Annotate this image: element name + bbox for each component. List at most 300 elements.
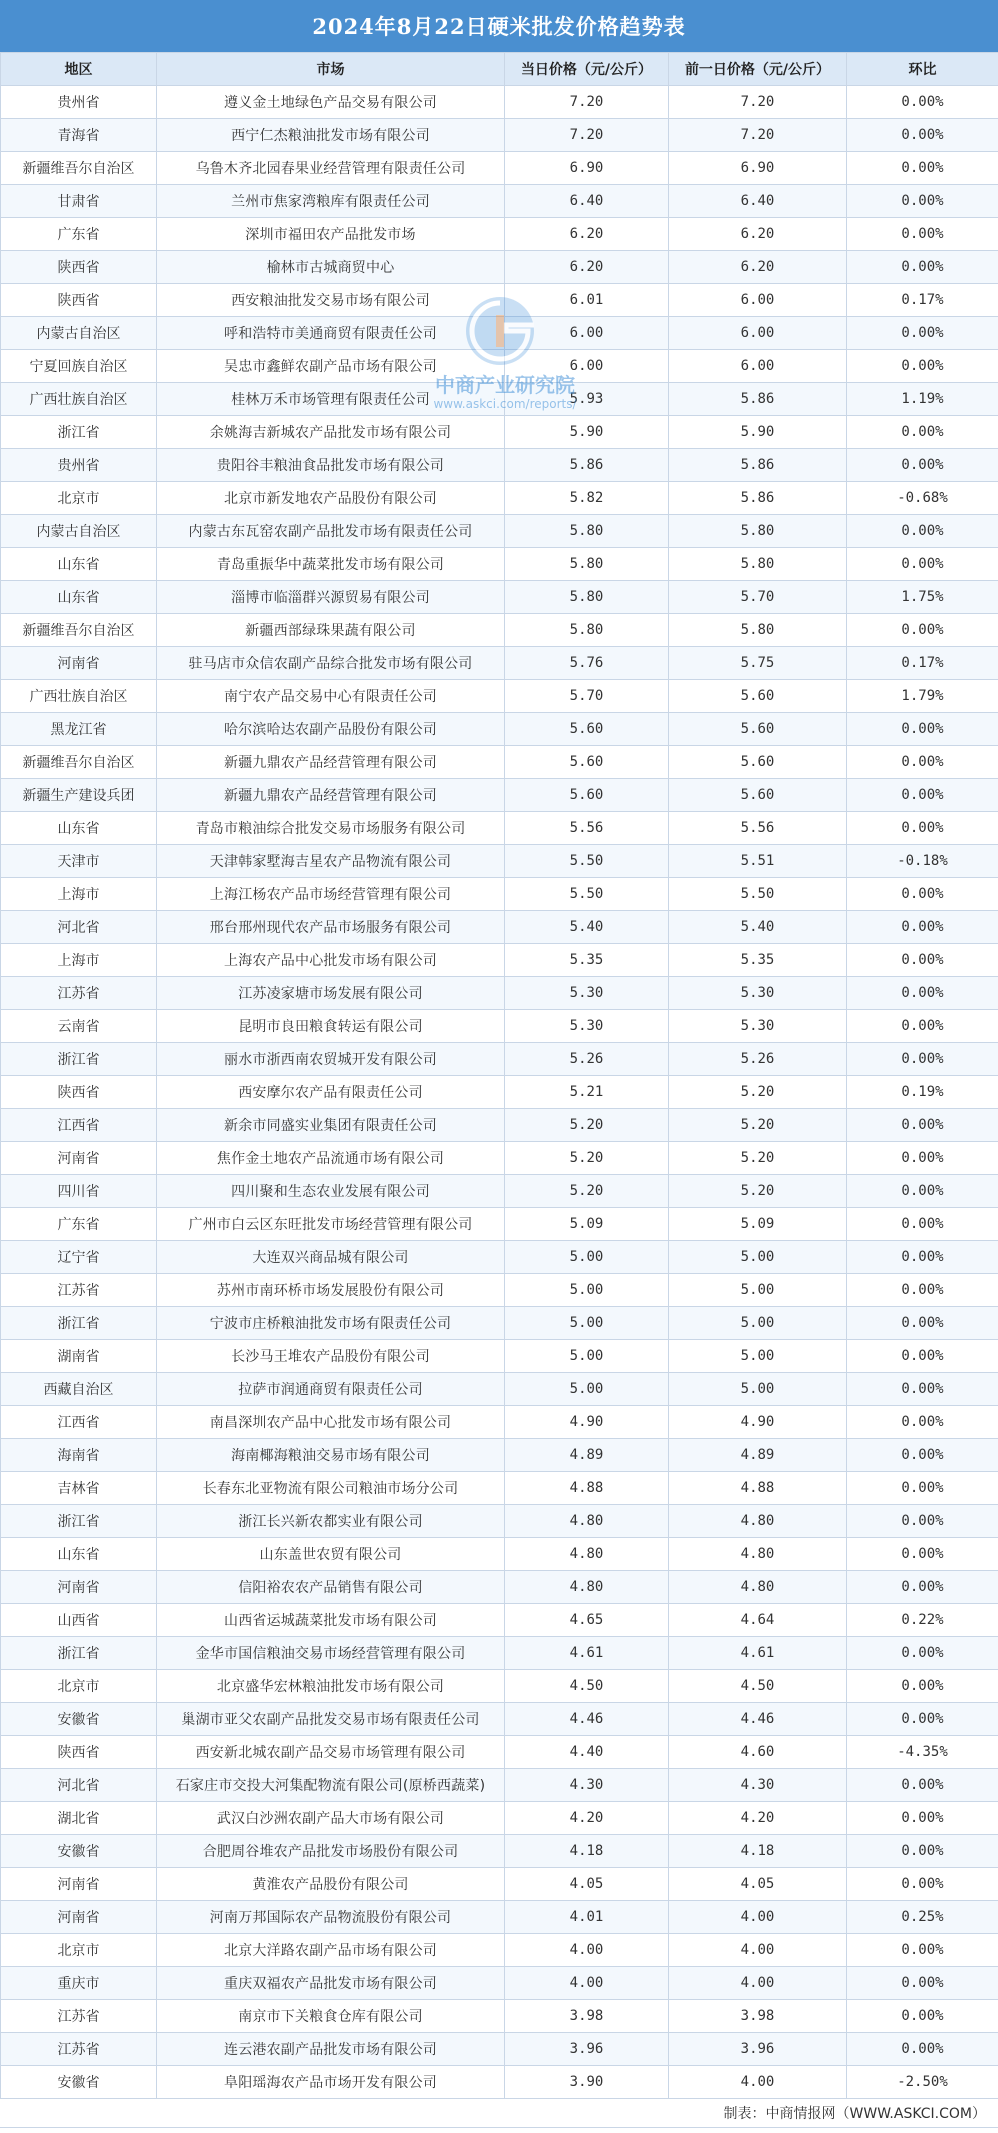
cell-today-price: 5.00 <box>505 1340 669 1373</box>
cell-change: 0.25% <box>847 1901 998 1934</box>
cell-market: 焦作金土地农产品流通市场有限公司 <box>157 1142 505 1175</box>
table-title: 2024年8月22日硬米批发价格趋势表 <box>0 0 998 52</box>
cell-today-price: 4.50 <box>505 1670 669 1703</box>
cell-today-price: 5.50 <box>505 878 669 911</box>
cell-market: 丽水市浙西南农贸城开发有限公司 <box>157 1043 505 1076</box>
cell-region: 上海市 <box>1 944 157 977</box>
cell-prev-price: 5.00 <box>669 1274 847 1307</box>
cell-change: 0.00% <box>847 1109 998 1142</box>
cell-change: 0.00% <box>847 350 998 383</box>
table-row <box>1 1736 998 1769</box>
cell-region: 四川省 <box>1 1175 157 1208</box>
cell-prev-price: 4.46 <box>669 1703 847 1736</box>
cell-region: 黑龙江省 <box>1 713 157 746</box>
cell-prev-price: 6.20 <box>669 251 847 284</box>
cell-change: 0.00% <box>847 1010 998 1043</box>
cell-region: 河北省 <box>1 1769 157 1802</box>
table-row <box>1 713 998 746</box>
cell-today-price: 3.96 <box>505 2033 669 2066</box>
table-row <box>1 1703 998 1736</box>
table-row <box>1 1340 998 1373</box>
cell-prev-price: 5.30 <box>669 977 847 1010</box>
cell-market: 四川聚和生态农业发展有限公司 <box>157 1175 505 1208</box>
cell-market: 合肥周谷堆农产品批发市场股份有限公司 <box>157 1835 505 1868</box>
cell-prev-price: 6.40 <box>669 185 847 218</box>
cell-change: 0.19% <box>847 1076 998 1109</box>
cell-prev-price: 3.98 <box>669 2000 847 2033</box>
cell-today-price: 5.80 <box>505 515 669 548</box>
cell-today-price: 5.60 <box>505 746 669 779</box>
cell-prev-price: 5.60 <box>669 713 847 746</box>
cell-prev-price: 5.86 <box>669 482 847 515</box>
cell-prev-price: 6.00 <box>669 317 847 350</box>
cell-region: 浙江省 <box>1 416 157 449</box>
cell-today-price: 4.30 <box>505 1769 669 1802</box>
cell-today-price: 4.05 <box>505 1868 669 1901</box>
cell-today-price: 6.00 <box>505 350 669 383</box>
table-row <box>1 1439 998 1472</box>
cell-region: 广东省 <box>1 1208 157 1241</box>
table-row <box>1 647 998 680</box>
cell-region: 陕西省 <box>1 1736 157 1769</box>
cell-today-price: 5.90 <box>505 416 669 449</box>
cell-today-price: 4.90 <box>505 1406 669 1439</box>
cell-region: 浙江省 <box>1 1505 157 1538</box>
cell-region: 湖北省 <box>1 1802 157 1835</box>
table-row <box>1 878 998 911</box>
table-row <box>1 1274 998 1307</box>
cell-today-price: 5.80 <box>505 581 669 614</box>
cell-market: 北京盛华宏林粮油批发市场有限公司 <box>157 1670 505 1703</box>
cell-region: 浙江省 <box>1 1307 157 1340</box>
cell-prev-price: 4.00 <box>669 1901 847 1934</box>
table-row <box>1 1934 998 1967</box>
cell-region: 新疆维吾尔自治区 <box>1 152 157 185</box>
cell-prev-price: 5.51 <box>669 845 847 878</box>
cell-region: 广西壮族自治区 <box>1 680 157 713</box>
table-row <box>1 779 998 812</box>
cell-region: 新疆生产建设兵团 <box>1 779 157 812</box>
cell-market: 长春东北亚物流有限公司粮油市场分公司 <box>157 1472 505 1505</box>
cell-prev-price: 5.20 <box>669 1175 847 1208</box>
cell-today-price: 5.26 <box>505 1043 669 1076</box>
table-row <box>1 1604 998 1637</box>
cell-prev-price: 4.80 <box>669 1571 847 1604</box>
table-row <box>1 1637 998 1670</box>
cell-market: 桂林万禾市场管理有限责任公司 <box>157 383 505 416</box>
table-row <box>1 1307 998 1340</box>
cell-change: 0.00% <box>847 944 998 977</box>
cell-prev-price: 6.00 <box>669 350 847 383</box>
cell-prev-price: 5.90 <box>669 416 847 449</box>
cell-change: 0.00% <box>847 1472 998 1505</box>
table-row <box>1 185 998 218</box>
cell-market: 新疆西部绿珠果蔬有限公司 <box>157 614 505 647</box>
cell-region: 贵州省 <box>1 449 157 482</box>
table-row <box>1 1868 998 1901</box>
cell-region: 内蒙古自治区 <box>1 317 157 350</box>
cell-today-price: 5.60 <box>505 713 669 746</box>
cell-prev-price: 4.88 <box>669 1472 847 1505</box>
cell-region: 山东省 <box>1 812 157 845</box>
table-row <box>1 383 998 416</box>
cell-region: 新疆维吾尔自治区 <box>1 614 157 647</box>
cell-region: 宁夏回族自治区 <box>1 350 157 383</box>
cell-prev-price: 3.96 <box>669 2033 847 2066</box>
cell-prev-price: 5.86 <box>669 449 847 482</box>
cell-region: 山东省 <box>1 581 157 614</box>
cell-today-price: 4.46 <box>505 1703 669 1736</box>
cell-region: 青海省 <box>1 119 157 152</box>
cell-prev-price: 4.00 <box>669 1967 847 2000</box>
source-footer: 制表：中商情报网（WWW.ASKCI.COM） <box>0 2099 998 2128</box>
cell-today-price: 5.30 <box>505 977 669 1010</box>
cell-market: 重庆双福农产品批发市场有限公司 <box>157 1967 505 2000</box>
table-row <box>1 2033 998 2066</box>
table-row <box>1 1505 998 1538</box>
cell-region: 河北省 <box>1 911 157 944</box>
cell-change: 0.00% <box>847 218 998 251</box>
table-row <box>1 911 998 944</box>
cell-change: 0.00% <box>847 1571 998 1604</box>
table-row <box>1 1241 998 1274</box>
table-row <box>1 1175 998 1208</box>
cell-prev-price: 5.50 <box>669 878 847 911</box>
cell-region: 浙江省 <box>1 1637 157 1670</box>
cell-today-price: 4.80 <box>505 1538 669 1571</box>
table-row <box>1 845 998 878</box>
table-row <box>1 1406 998 1439</box>
table-row <box>1 119 998 152</box>
cell-region: 江苏省 <box>1 2033 157 2066</box>
cell-today-price: 4.01 <box>505 1901 669 1934</box>
cell-change: 0.00% <box>847 251 998 284</box>
cell-today-price: 5.00 <box>505 1241 669 1274</box>
table-row <box>1 416 998 449</box>
table-row <box>1 1538 998 1571</box>
cell-change: 0.00% <box>847 713 998 746</box>
cell-region: 广西壮族自治区 <box>1 383 157 416</box>
cell-change: 0.00% <box>847 416 998 449</box>
cell-prev-price: 5.80 <box>669 548 847 581</box>
cell-today-price: 5.76 <box>505 647 669 680</box>
cell-prev-price: 4.80 <box>669 1505 847 1538</box>
cell-change: 0.00% <box>847 1670 998 1703</box>
cell-today-price: 6.20 <box>505 251 669 284</box>
cell-market: 新疆九鼎农产品经营管理有限公司 <box>157 746 505 779</box>
cell-change: 0.00% <box>847 1703 998 1736</box>
cell-change: 0.00% <box>847 1340 998 1373</box>
cell-market: 南京市下关粮食仓库有限公司 <box>157 2000 505 2033</box>
table-row <box>1 1142 998 1175</box>
cell-prev-price: 5.00 <box>669 1340 847 1373</box>
cell-today-price: 7.20 <box>505 119 669 152</box>
cell-prev-price: 6.20 <box>669 218 847 251</box>
cell-change: 0.17% <box>847 284 998 317</box>
cell-market: 西安摩尔农产品有限责任公司 <box>157 1076 505 1109</box>
header-change: 环比 <box>847 53 998 86</box>
cell-region: 广东省 <box>1 218 157 251</box>
table-row <box>1 1802 998 1835</box>
cell-region: 山西省 <box>1 1604 157 1637</box>
cell-region: 内蒙古自治区 <box>1 515 157 548</box>
cell-region: 河南省 <box>1 647 157 680</box>
cell-today-price: 5.00 <box>505 1307 669 1340</box>
cell-prev-price: 5.80 <box>669 614 847 647</box>
cell-region: 山东省 <box>1 1538 157 1571</box>
cell-prev-price: 4.20 <box>669 1802 847 1835</box>
cell-region: 云南省 <box>1 1010 157 1043</box>
cell-prev-price: 6.00 <box>669 284 847 317</box>
cell-market: 西宁仁杰粮油批发市场有限公司 <box>157 119 505 152</box>
cell-prev-price: 5.35 <box>669 944 847 977</box>
cell-change: 0.00% <box>847 449 998 482</box>
cell-prev-price: 5.20 <box>669 1142 847 1175</box>
cell-prev-price: 7.20 <box>669 86 847 119</box>
table-row <box>1 680 998 713</box>
table-row <box>1 1967 998 2000</box>
table-row <box>1 548 998 581</box>
table-row <box>1 1208 998 1241</box>
cell-today-price: 6.20 <box>505 218 669 251</box>
cell-market: 内蒙古东瓦窑农副产品批发市场有限责任公司 <box>157 515 505 548</box>
cell-change: 1.75% <box>847 581 998 614</box>
cell-today-price: 5.30 <box>505 1010 669 1043</box>
cell-prev-price: 4.64 <box>669 1604 847 1637</box>
cell-change: -4.35% <box>847 1736 998 1769</box>
cell-prev-price: 5.60 <box>669 746 847 779</box>
cell-change: 0.00% <box>847 1439 998 1472</box>
cell-prev-price: 7.20 <box>669 119 847 152</box>
cell-market: 天津韩家墅海吉星农产品物流有限公司 <box>157 845 505 878</box>
cell-region: 西藏自治区 <box>1 1373 157 1406</box>
cell-today-price: 4.88 <box>505 1472 669 1505</box>
cell-market: 邢台邢州现代农产品市场服务有限公司 <box>157 911 505 944</box>
cell-prev-price: 5.40 <box>669 911 847 944</box>
cell-change: 0.00% <box>847 2033 998 2066</box>
cell-today-price: 6.01 <box>505 284 669 317</box>
cell-today-price: 5.60 <box>505 779 669 812</box>
cell-market: 昆明市良田粮食转运有限公司 <box>157 1010 505 1043</box>
cell-prev-price: 5.20 <box>669 1076 847 1109</box>
table-row <box>1 614 998 647</box>
cell-region: 安徽省 <box>1 1835 157 1868</box>
cell-market: 大连双兴商品城有限公司 <box>157 1241 505 1274</box>
cell-today-price: 5.09 <box>505 1208 669 1241</box>
table-row <box>1 86 998 119</box>
cell-prev-price: 5.60 <box>669 779 847 812</box>
table-row <box>1 1670 998 1703</box>
cell-region: 新疆维吾尔自治区 <box>1 746 157 779</box>
cell-prev-price: 4.80 <box>669 1538 847 1571</box>
cell-today-price: 4.89 <box>505 1439 669 1472</box>
cell-prev-price: 5.56 <box>669 812 847 845</box>
cell-prev-price: 5.70 <box>669 581 847 614</box>
cell-market: 余姚海吉新城农产品批发市场有限公司 <box>157 416 505 449</box>
cell-region: 陕西省 <box>1 284 157 317</box>
cell-market: 苏州市南环桥市场发展股份有限公司 <box>157 1274 505 1307</box>
cell-change: -2.50% <box>847 2066 998 2099</box>
cell-region: 甘肃省 <box>1 185 157 218</box>
cell-change: 0.00% <box>847 1538 998 1571</box>
cell-market: 黄淮农产品股份有限公司 <box>157 1868 505 1901</box>
cell-market: 贵阳谷丰粮油食品批发市场有限公司 <box>157 449 505 482</box>
cell-market: 巢湖市亚父农副产品批发交易市场有限责任公司 <box>157 1703 505 1736</box>
cell-today-price: 5.80 <box>505 614 669 647</box>
cell-change: 0.00% <box>847 1868 998 1901</box>
cell-market: 北京大洋路农副产品市场有限公司 <box>157 1934 505 1967</box>
table-row <box>1 746 998 779</box>
cell-today-price: 5.35 <box>505 944 669 977</box>
cell-market: 浙江长兴新农都实业有限公司 <box>157 1505 505 1538</box>
cell-change: 0.00% <box>847 1373 998 1406</box>
cell-region: 河南省 <box>1 1142 157 1175</box>
cell-prev-price: 6.90 <box>669 152 847 185</box>
cell-prev-price: 5.09 <box>669 1208 847 1241</box>
cell-today-price: 3.98 <box>505 2000 669 2033</box>
cell-today-price: 4.65 <box>505 1604 669 1637</box>
cell-market: 乌鲁木齐北园春果业经营管理有限责任公司 <box>157 152 505 185</box>
cell-change: 0.00% <box>847 1967 998 2000</box>
cell-region: 辽宁省 <box>1 1241 157 1274</box>
cell-change: 0.17% <box>847 647 998 680</box>
cell-region: 江西省 <box>1 1406 157 1439</box>
cell-change: 0.00% <box>847 1043 998 1076</box>
table-row <box>1 1472 998 1505</box>
cell-market: 长沙马王堆农产品股份有限公司 <box>157 1340 505 1373</box>
cell-prev-price: 5.20 <box>669 1109 847 1142</box>
cell-today-price: 4.18 <box>505 1835 669 1868</box>
cell-change: 0.00% <box>847 548 998 581</box>
cell-market: 吴忠市鑫鲜农副产品市场有限公司 <box>157 350 505 383</box>
table-row <box>1 1571 998 1604</box>
header-market: 市场 <box>157 53 505 86</box>
cell-region: 天津市 <box>1 845 157 878</box>
cell-market: 阜阳瑶海农产品市场开发有限公司 <box>157 2066 505 2099</box>
cell-prev-price: 4.18 <box>669 1835 847 1868</box>
cell-today-price: 5.20 <box>505 1142 669 1175</box>
cell-market: 宁波市庄桥粮油批发市场有限责任公司 <box>157 1307 505 1340</box>
cell-market: 南昌深圳农产品中心批发市场有限公司 <box>157 1406 505 1439</box>
cell-today-price: 5.20 <box>505 1175 669 1208</box>
cell-region: 河南省 <box>1 1868 157 1901</box>
cell-market: 深圳市福田农产品批发市场 <box>157 218 505 251</box>
table-row <box>1 449 998 482</box>
cell-change: 0.00% <box>847 152 998 185</box>
cell-market: 驻马店市众信农副产品综合批发市场有限公司 <box>157 647 505 680</box>
cell-market: 西安粮油批发交易市场有限公司 <box>157 284 505 317</box>
table-row <box>1 1901 998 1934</box>
cell-change: 1.19% <box>847 383 998 416</box>
cell-prev-price: 4.90 <box>669 1406 847 1439</box>
cell-region: 陕西省 <box>1 1076 157 1109</box>
cell-change: -0.18% <box>847 845 998 878</box>
cell-market: 青岛市粮油综合批发交易市场服务有限公司 <box>157 812 505 845</box>
cell-today-price: 7.20 <box>505 86 669 119</box>
cell-region: 浙江省 <box>1 1043 157 1076</box>
cell-region: 吉林省 <box>1 1472 157 1505</box>
cell-market: 河南万邦国际农产品物流股份有限公司 <box>157 1901 505 1934</box>
table-row <box>1 2066 998 2099</box>
cell-today-price: 5.93 <box>505 383 669 416</box>
cell-market: 信阳裕农农产品销售有限公司 <box>157 1571 505 1604</box>
table-row <box>1 581 998 614</box>
cell-change: 0.00% <box>847 746 998 779</box>
header-region: 地区 <box>1 53 157 86</box>
price-table <box>0 52 998 2099</box>
cell-market: 南宁农产品交易中心有限责任公司 <box>157 680 505 713</box>
cell-change: 0.00% <box>847 1835 998 1868</box>
table-row <box>1 152 998 185</box>
cell-market: 淄博市临淄群兴源贸易有限公司 <box>157 581 505 614</box>
cell-prev-price: 5.75 <box>669 647 847 680</box>
table-row <box>1 218 998 251</box>
cell-market: 新疆九鼎农产品经营管理有限公司 <box>157 779 505 812</box>
cell-today-price: 5.20 <box>505 1109 669 1142</box>
cell-prev-price: 4.30 <box>669 1769 847 1802</box>
cell-change: 0.00% <box>847 812 998 845</box>
cell-today-price: 3.90 <box>505 2066 669 2099</box>
cell-market: 江苏凌家塘市场发展有限公司 <box>157 977 505 1010</box>
cell-market: 金华市国信粮油交易市场经营管理有限公司 <box>157 1637 505 1670</box>
cell-region: 北京市 <box>1 482 157 515</box>
cell-market: 石家庄市交投大河集配物流有限公司(原桥西蔬菜) <box>157 1769 505 1802</box>
cell-today-price: 5.00 <box>505 1373 669 1406</box>
cell-today-price: 6.00 <box>505 317 669 350</box>
cell-market: 武汉白沙洲农副产品大市场有限公司 <box>157 1802 505 1835</box>
cell-region: 海南省 <box>1 1439 157 1472</box>
cell-change: 0.00% <box>847 119 998 152</box>
cell-market: 山东盖世农贸有限公司 <box>157 1538 505 1571</box>
table-header <box>1 53 998 86</box>
cell-region: 山东省 <box>1 548 157 581</box>
table-row <box>1 317 998 350</box>
cell-change: 0.00% <box>847 515 998 548</box>
cell-prev-price: 5.26 <box>669 1043 847 1076</box>
cell-change: 0.00% <box>847 1307 998 1340</box>
cell-today-price: 5.86 <box>505 449 669 482</box>
cell-prev-price: 4.50 <box>669 1670 847 1703</box>
cell-today-price: 4.40 <box>505 1736 669 1769</box>
cell-today-price: 4.20 <box>505 1802 669 1835</box>
cell-today-price: 4.61 <box>505 1637 669 1670</box>
table-row <box>1 1373 998 1406</box>
cell-prev-price: 4.60 <box>669 1736 847 1769</box>
table-row <box>1 284 998 317</box>
watermark-text: 中商产业研究院 <box>435 373 575 397</box>
header-row <box>1 53 998 86</box>
cell-change: 0.00% <box>847 1241 998 1274</box>
cell-change: 1.79% <box>847 680 998 713</box>
cell-region: 安徽省 <box>1 2066 157 2099</box>
cell-market: 连云港农副产品批发市场有限公司 <box>157 2033 505 2066</box>
cell-prev-price: 5.86 <box>669 383 847 416</box>
cell-region: 陕西省 <box>1 251 157 284</box>
cell-region: 安徽省 <box>1 1703 157 1736</box>
table-row <box>1 1043 998 1076</box>
cell-today-price: 4.00 <box>505 1967 669 2000</box>
cell-prev-price: 5.00 <box>669 1373 847 1406</box>
cell-today-price: 6.40 <box>505 185 669 218</box>
table-row <box>1 515 998 548</box>
cell-today-price: 6.90 <box>505 152 669 185</box>
table-row <box>1 350 998 383</box>
cell-market: 山西省运城蔬菜批发市场有限公司 <box>157 1604 505 1637</box>
cell-market: 青岛重振华中蔬菜批发市场有限公司 <box>157 548 505 581</box>
table-row <box>1 977 998 1010</box>
table-row <box>1 1769 998 1802</box>
header-today-price: 当日价格（元/公斤） <box>505 53 669 86</box>
